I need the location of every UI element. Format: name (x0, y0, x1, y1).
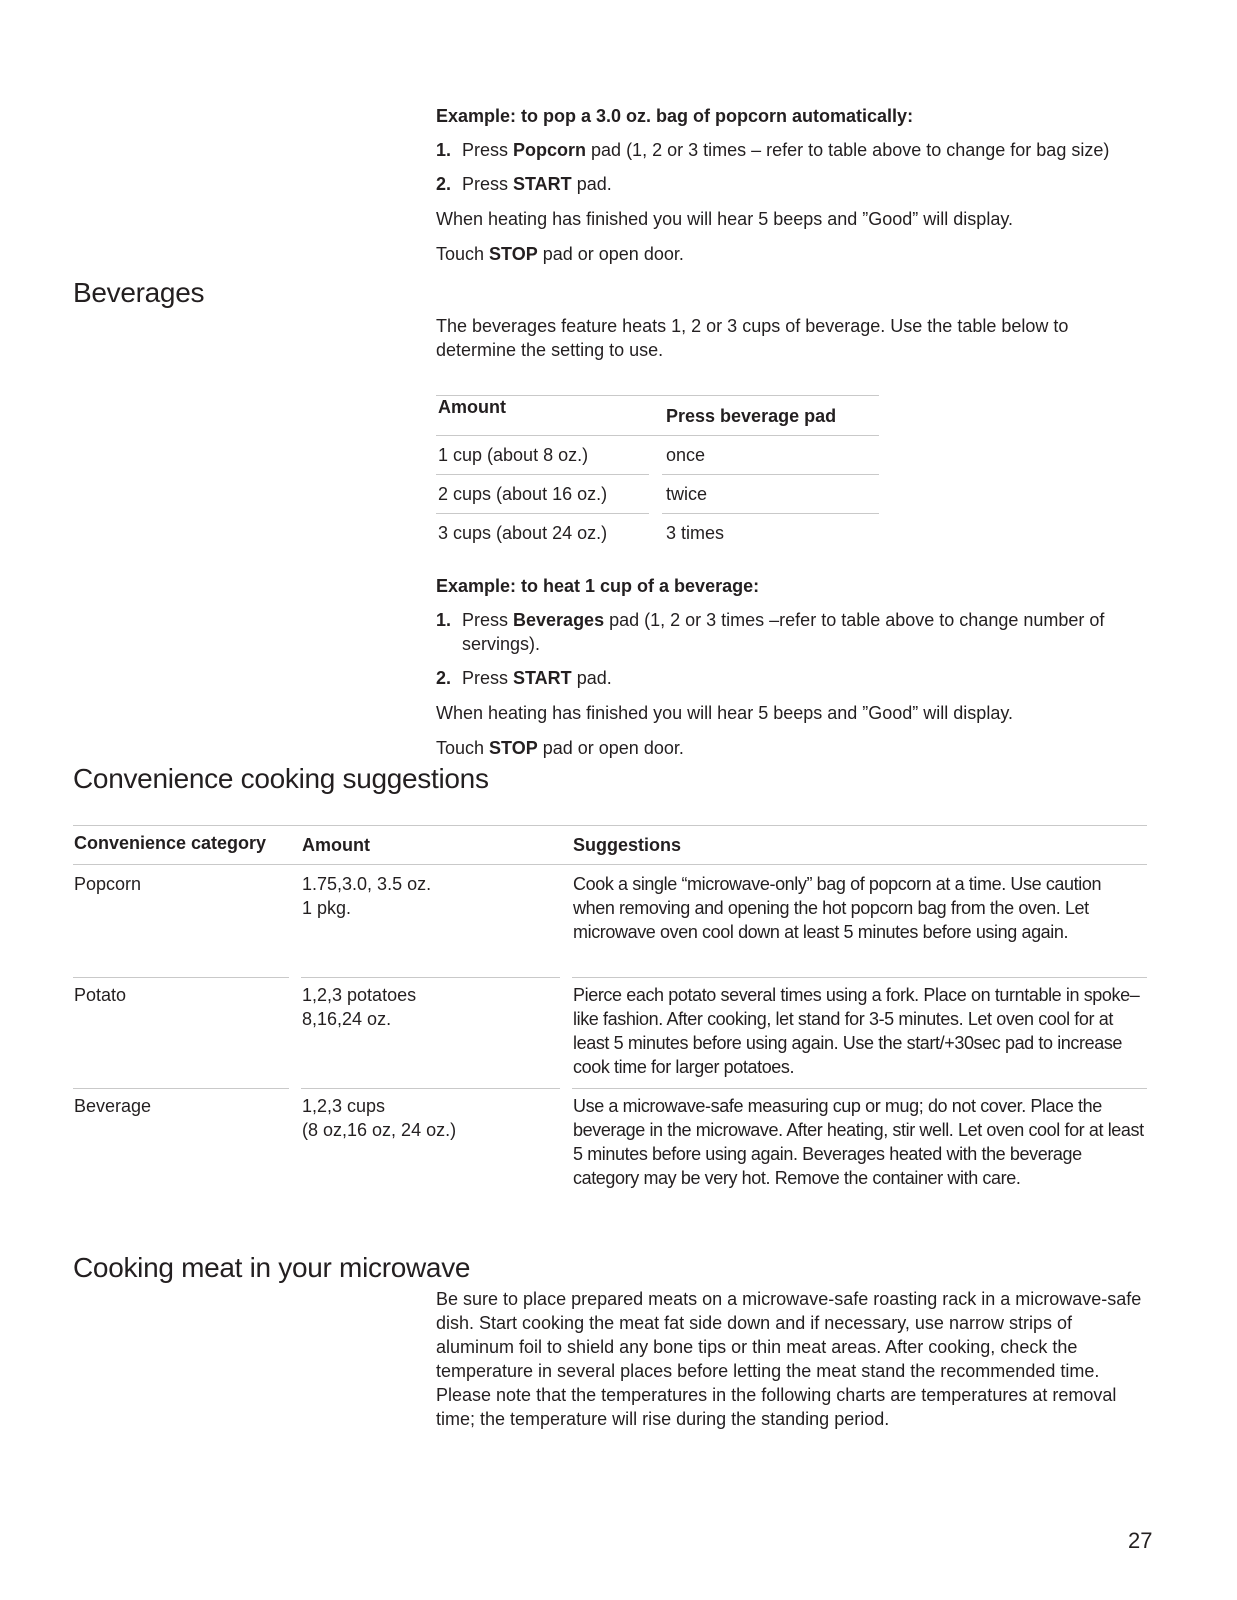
convenience-amount-popcorn (302, 872, 431, 920)
step-text: Press (462, 668, 514, 688)
step-text: pad. (571, 174, 612, 194)
stop-pre: Touch (436, 738, 490, 758)
table-rule (73, 977, 289, 978)
pad-name: START (513, 668, 572, 688)
pad-name: Popcorn (513, 140, 587, 160)
table-rule (73, 825, 1147, 826)
amount-line: 1 pkg. (302, 898, 352, 918)
convenience-amount-beverage (302, 1094, 456, 1142)
beverage-amount-1: 1 cup (about 8 oz.) (438, 445, 589, 465)
amount-line: (8 oz,16 oz, 24 oz.) (302, 1120, 457, 1140)
popcorn-stop-text (436, 242, 684, 266)
stop-pad: STOP (489, 738, 538, 758)
step-text: pad (1, 2 or 3 times – refer to table above to change for bag size) (586, 140, 1110, 160)
beverage-press-3: 3 times (666, 523, 725, 543)
amount-line: 8,16,24 oz. (302, 1009, 392, 1029)
stop-post: pad or open door. (537, 244, 684, 264)
beverages-intro: The beverages feature heats 1, 2 or 3 cups of beverage. Use the table below to determine the setting to use. (436, 316, 1069, 360)
meat-title: Cooking meat in your microwave (73, 1252, 471, 1283)
beverage-amount-2: 2 cups (about 16 oz.) (438, 484, 608, 504)
beverage-press-1: once (666, 445, 706, 465)
step-text: pad. (571, 668, 612, 688)
table-rule (436, 435, 879, 436)
convenience-suggestion-beverage: Use a microwave-safe measuring cup or mug; do not cover. Place the beverage in the microwave. After heating, stir well. Let oven cool for at least 5 minutes before using again. Beverages heated with the beverage category may be very hot. Remove the container with care. (573, 1096, 1144, 1188)
convenience-title: Convenience cooking suggestions (73, 763, 489, 794)
stop-pre: Touch (436, 244, 490, 264)
stop-post: pad or open door. (537, 738, 684, 758)
amount-line: 1,2,3 cups (302, 1096, 386, 1116)
popcorn-step-1 (436, 138, 1166, 162)
beverage-press-2: twice (666, 484, 708, 504)
beverage-stop-text (436, 736, 684, 760)
table-rule (301, 1088, 560, 1089)
table-rule (436, 513, 649, 514)
pad-name: Beverages (513, 610, 605, 630)
popcorn-example-heading: Example: to pop a 3.0 oz. bag of popcorn automatically: (436, 106, 914, 126)
convenience-header-category: Convenience category (74, 833, 267, 853)
convenience-category-potato: Potato (74, 985, 127, 1005)
beverage-step-2 (436, 666, 1166, 690)
beverages-title: Beverages (73, 277, 205, 308)
amount-line: 1.75,3.0, 3.5 oz. (302, 874, 432, 894)
step-number: 1. (436, 610, 452, 630)
popcorn-step-2 (436, 172, 1166, 196)
beverage-finished-text: When heating has finished you will hear 5 beeps and ”Good” will display. (436, 703, 1013, 723)
convenience-header-amount: Amount (302, 835, 370, 855)
table-rule (436, 474, 649, 475)
convenience-suggestion-popcorn: Cook a single “microwave-only” bag of popcorn at a time. Use caution when removing and opening the hot popcorn bag from the oven. Let microwave oven cool down at least 5 minutes before using again. (573, 874, 1102, 942)
convenience-suggestion-potato: Pierce each potato several times using a fork. Place on turntable in spoke–like fashion. After cooking, let stand for 3-5 minutes. Let oven cool for at least 5 minutes before using again. Use the start/+30sec pad to increase cook time for larger potatoes. (573, 985, 1140, 1077)
convenience-header-suggestions: Suggestions (573, 835, 682, 855)
step-text: Press (462, 140, 514, 160)
table-rule (301, 977, 560, 978)
beverage-amount-3: 3 cups (about 24 oz.) (438, 523, 608, 543)
table-rule (73, 1088, 289, 1089)
step-number: 2. (436, 174, 452, 194)
convenience-category-beverage: Beverage (74, 1096, 152, 1116)
beverage-header-press: Press beverage pad (666, 406, 837, 426)
table-rule (572, 1088, 1147, 1089)
popcorn-finished-text: When heating has finished you will hear 5 beeps and ”Good” will display. (436, 209, 1013, 229)
stop-pad: STOP (489, 244, 538, 264)
amount-line: 1,2,3 potatoes (302, 985, 417, 1005)
beverage-example-heading: Example: to heat 1 cup of a beverage: (436, 576, 760, 596)
table-rule (662, 513, 879, 514)
meat-body: Be sure to place prepared meats on a microwave-safe roasting rack in a microwave-safe dish. Start cooking the meat fat side down and if necessary, use narrow strips of aluminum foil to shield any bone tips or thin meat areas. After cooking, check the temperature in several places before letting the meat stand the recommended time. Please note that the temperatures in the following charts are temperatures at removal time; the temperature will rise during the standing period. (436, 1289, 1142, 1429)
table-rule (73, 864, 1147, 865)
table-rule (662, 474, 879, 475)
step-number: 2. (436, 668, 452, 688)
page-number: 27 (1128, 1528, 1153, 1553)
step-text: pad (1, 2 or 3 times –refer to table above to change number of servings). (462, 610, 1105, 654)
step-text: Press (462, 610, 514, 630)
step-text: Press (462, 174, 514, 194)
pad-name: START (513, 174, 572, 194)
beverage-step-1 (436, 608, 1166, 656)
convenience-amount-potato (302, 983, 416, 1031)
step-number: 1. (436, 140, 452, 160)
beverage-header-amount: Amount (438, 397, 506, 417)
convenience-category-popcorn: Popcorn (74, 874, 142, 894)
table-rule (572, 977, 1147, 978)
